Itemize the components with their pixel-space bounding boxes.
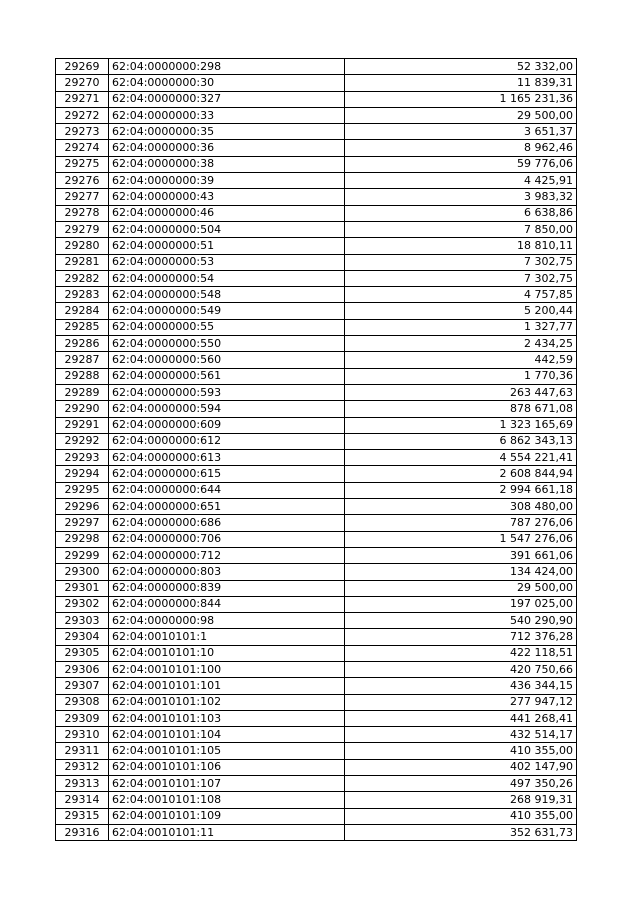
row-number-cell: 29291	[56, 417, 109, 433]
row-number-cell: 29308	[56, 694, 109, 710]
value-cell: 2 994 661,18	[345, 482, 577, 498]
cadastral-number-cell: 62:04:0000000:36	[109, 140, 345, 156]
row-number-cell: 29284	[56, 303, 109, 319]
cadastral-number-cell: 62:04:0000000:712	[109, 547, 345, 563]
value-cell: 4 757,85	[345, 287, 577, 303]
value-cell: 7 850,00	[345, 221, 577, 237]
table-row	[56, 401, 577, 417]
value-cell: 1 547 276,06	[345, 531, 577, 547]
table-row	[56, 743, 577, 759]
table-row	[56, 792, 577, 808]
value-cell: 29 500,00	[345, 107, 577, 123]
table-row	[56, 91, 577, 107]
table-row	[56, 384, 577, 400]
table-row	[56, 596, 577, 612]
table-row	[56, 303, 577, 319]
value-cell: 787 276,06	[345, 515, 577, 531]
table-row	[56, 205, 577, 221]
cadastral-number-cell: 62:04:0010101:106	[109, 759, 345, 775]
table-row	[56, 270, 577, 286]
table-row	[56, 450, 577, 466]
table-row	[56, 482, 577, 498]
row-number-cell: 29270	[56, 75, 109, 91]
cadastral-number-cell: 62:04:0000000:612	[109, 433, 345, 449]
row-number-cell: 29292	[56, 433, 109, 449]
row-number-cell: 29289	[56, 384, 109, 400]
value-cell: 52 332,00	[345, 59, 577, 75]
value-cell: 263 447,63	[345, 384, 577, 400]
value-cell: 712 376,28	[345, 629, 577, 645]
cadastral-number-cell: 62:04:0000000:35	[109, 124, 345, 140]
cadastral-number-cell: 62:04:0000000:51	[109, 238, 345, 254]
table-row	[56, 515, 577, 531]
row-number-cell: 29269	[56, 59, 109, 75]
value-cell: 2 434,25	[345, 336, 577, 352]
value-cell: 59 776,06	[345, 156, 577, 172]
table-row	[56, 238, 577, 254]
value-cell: 3 651,37	[345, 124, 577, 140]
cadastral-number-cell: 62:04:0000000:98	[109, 613, 345, 629]
cadastral-number-cell: 62:04:0010101:10	[109, 645, 345, 661]
value-cell: 878 671,08	[345, 401, 577, 417]
value-cell: 18 810,11	[345, 238, 577, 254]
table-row	[56, 254, 577, 270]
value-cell: 4 554 221,41	[345, 450, 577, 466]
cadastral-number-cell: 62:04:0000000:549	[109, 303, 345, 319]
cadastral-number-cell: 62:04:0000000:839	[109, 580, 345, 596]
cadastral-number-cell: 62:04:0000000:644	[109, 482, 345, 498]
value-cell: 5 200,44	[345, 303, 577, 319]
cadastral-number-cell: 62:04:0000000:55	[109, 319, 345, 335]
table-row	[56, 336, 577, 352]
cadastral-number-cell: 62:04:0000000:504	[109, 221, 345, 237]
row-number-cell: 29294	[56, 466, 109, 482]
table-row	[56, 156, 577, 172]
table-row	[56, 776, 577, 792]
cadastral-number-cell: 62:04:0000000:594	[109, 401, 345, 417]
cadastral-number-cell: 62:04:0000000:43	[109, 189, 345, 205]
table-row	[56, 287, 577, 303]
value-cell: 6 638,86	[345, 205, 577, 221]
row-number-cell: 29303	[56, 613, 109, 629]
table-row	[56, 710, 577, 726]
row-number-cell: 29279	[56, 221, 109, 237]
value-cell: 442,59	[345, 352, 577, 368]
row-number-cell: 29301	[56, 580, 109, 596]
row-number-cell: 29304	[56, 629, 109, 645]
row-number-cell: 29280	[56, 238, 109, 254]
cadastral-number-cell: 62:04:0000000:38	[109, 156, 345, 172]
row-number-cell: 29275	[56, 156, 109, 172]
row-number-cell: 29282	[56, 270, 109, 286]
cadastral-number-cell: 62:04:0000000:298	[109, 59, 345, 75]
value-cell: 277 947,12	[345, 694, 577, 710]
value-cell: 268 919,31	[345, 792, 577, 808]
value-cell: 308 480,00	[345, 499, 577, 515]
row-number-cell: 29285	[56, 319, 109, 335]
value-cell: 402 147,90	[345, 759, 577, 775]
table-row	[56, 727, 577, 743]
table-row	[56, 433, 577, 449]
cadastral-number-cell: 62:04:0010101:101	[109, 678, 345, 694]
table-row	[56, 319, 577, 335]
value-cell: 432 514,17	[345, 727, 577, 743]
row-number-cell: 29297	[56, 515, 109, 531]
table-row	[56, 140, 577, 156]
cadastral-value-table	[55, 58, 577, 841]
cadastral-number-cell: 62:04:0010101:11	[109, 824, 345, 840]
table-row	[56, 613, 577, 629]
cadastral-number-cell: 62:04:0000000:561	[109, 368, 345, 384]
table-row	[56, 661, 577, 677]
cadastral-number-cell: 62:04:0010101:104	[109, 727, 345, 743]
row-number-cell: 29288	[56, 368, 109, 384]
table-row	[56, 694, 577, 710]
cadastral-number-cell: 62:04:0010101:100	[109, 661, 345, 677]
cadastral-number-cell: 62:04:0000000:686	[109, 515, 345, 531]
cadastral-number-cell: 62:04:0000000:30	[109, 75, 345, 91]
table-row	[56, 417, 577, 433]
row-number-cell: 29315	[56, 808, 109, 824]
row-number-cell: 29298	[56, 531, 109, 547]
value-cell: 29 500,00	[345, 580, 577, 596]
row-number-cell: 29302	[56, 596, 109, 612]
cadastral-number-cell: 62:04:0000000:33	[109, 107, 345, 123]
cadastral-number-cell: 62:04:0000000:548	[109, 287, 345, 303]
cadastral-number-cell: 62:04:0000000:46	[109, 205, 345, 221]
table-row	[56, 580, 577, 596]
cadastral-number-cell: 62:04:0010101:108	[109, 792, 345, 808]
table-row	[56, 499, 577, 515]
table-row	[56, 189, 577, 205]
table-row	[56, 75, 577, 91]
row-number-cell: 29281	[56, 254, 109, 270]
value-cell: 8 962,46	[345, 140, 577, 156]
value-cell: 197 025,00	[345, 596, 577, 612]
table-body	[56, 59, 577, 841]
row-number-cell: 29310	[56, 727, 109, 743]
row-number-cell: 29295	[56, 482, 109, 498]
value-cell: 410 355,00	[345, 808, 577, 824]
cadastral-number-cell: 62:04:0010101:105	[109, 743, 345, 759]
row-number-cell: 29283	[56, 287, 109, 303]
cadastral-number-cell: 62:04:0000000:615	[109, 466, 345, 482]
cadastral-number-cell: 62:04:0010101:103	[109, 710, 345, 726]
row-number-cell: 29311	[56, 743, 109, 759]
row-number-cell: 29278	[56, 205, 109, 221]
value-cell: 422 118,51	[345, 645, 577, 661]
table-row	[56, 759, 577, 775]
value-cell: 497 350,26	[345, 776, 577, 792]
value-cell: 540 290,90	[345, 613, 577, 629]
table-row	[56, 824, 577, 840]
table-row	[56, 352, 577, 368]
cadastral-number-cell: 62:04:0000000:54	[109, 270, 345, 286]
table-row	[56, 124, 577, 140]
cadastral-number-cell: 62:04:0000000:706	[109, 531, 345, 547]
table-row	[56, 678, 577, 694]
row-number-cell: 29290	[56, 401, 109, 417]
row-number-cell: 29271	[56, 91, 109, 107]
value-cell: 441 268,41	[345, 710, 577, 726]
cadastral-number-cell: 62:04:0000000:593	[109, 384, 345, 400]
row-number-cell: 29299	[56, 547, 109, 563]
row-number-cell: 29305	[56, 645, 109, 661]
value-cell: 11 839,31	[345, 75, 577, 91]
row-number-cell: 29313	[56, 776, 109, 792]
table-row	[56, 107, 577, 123]
cadastral-number-cell: 62:04:0000000:803	[109, 564, 345, 580]
value-cell: 410 355,00	[345, 743, 577, 759]
value-cell: 4 425,91	[345, 173, 577, 189]
value-cell: 420 750,66	[345, 661, 577, 677]
row-number-cell: 29276	[56, 173, 109, 189]
value-cell: 7 302,75	[345, 270, 577, 286]
table-row	[56, 221, 577, 237]
table-row	[56, 629, 577, 645]
value-cell: 134 424,00	[345, 564, 577, 580]
table-row	[56, 564, 577, 580]
value-cell: 7 302,75	[345, 254, 577, 270]
row-number-cell: 29312	[56, 759, 109, 775]
cadastral-number-cell: 62:04:0010101:109	[109, 808, 345, 824]
row-number-cell: 29306	[56, 661, 109, 677]
value-cell: 3 983,32	[345, 189, 577, 205]
cadastral-number-cell: 62:04:0010101:1	[109, 629, 345, 645]
value-cell: 436 344,15	[345, 678, 577, 694]
cadastral-number-cell: 62:04:0000000:844	[109, 596, 345, 612]
row-number-cell: 29272	[56, 107, 109, 123]
table-row	[56, 466, 577, 482]
table-row	[56, 547, 577, 563]
value-cell: 1 165 231,36	[345, 91, 577, 107]
cadastral-number-cell: 62:04:0000000:53	[109, 254, 345, 270]
cadastral-number-cell: 62:04:0010101:102	[109, 694, 345, 710]
value-cell: 1 323 165,69	[345, 417, 577, 433]
value-cell: 1 770,36	[345, 368, 577, 384]
row-number-cell: 29293	[56, 450, 109, 466]
row-number-cell: 29273	[56, 124, 109, 140]
value-cell: 391 661,06	[345, 547, 577, 563]
value-cell: 6 862 343,13	[345, 433, 577, 449]
table-row	[56, 645, 577, 661]
row-number-cell: 29300	[56, 564, 109, 580]
row-number-cell: 29287	[56, 352, 109, 368]
row-number-cell: 29307	[56, 678, 109, 694]
cadastral-number-cell: 62:04:0000000:550	[109, 336, 345, 352]
row-number-cell: 29309	[56, 710, 109, 726]
row-number-cell: 29296	[56, 499, 109, 515]
table-row	[56, 368, 577, 384]
value-cell: 1 327,77	[345, 319, 577, 335]
table-row	[56, 173, 577, 189]
table-row	[56, 59, 577, 75]
cadastral-number-cell: 62:04:0000000:327	[109, 91, 345, 107]
row-number-cell: 29274	[56, 140, 109, 156]
cadastral-number-cell: 62:04:0010101:107	[109, 776, 345, 792]
cadastral-number-cell: 62:04:0000000:560	[109, 352, 345, 368]
row-number-cell: 29316	[56, 824, 109, 840]
row-number-cell: 29277	[56, 189, 109, 205]
row-number-cell: 29286	[56, 336, 109, 352]
table-row	[56, 808, 577, 824]
value-cell: 2 608 844,94	[345, 466, 577, 482]
cadastral-number-cell: 62:04:0000000:609	[109, 417, 345, 433]
value-cell: 352 631,73	[345, 824, 577, 840]
cadastral-number-cell: 62:04:0000000:613	[109, 450, 345, 466]
table-row	[56, 531, 577, 547]
row-number-cell: 29314	[56, 792, 109, 808]
cadastral-number-cell: 62:04:0000000:651	[109, 499, 345, 515]
cadastral-number-cell: 62:04:0000000:39	[109, 173, 345, 189]
